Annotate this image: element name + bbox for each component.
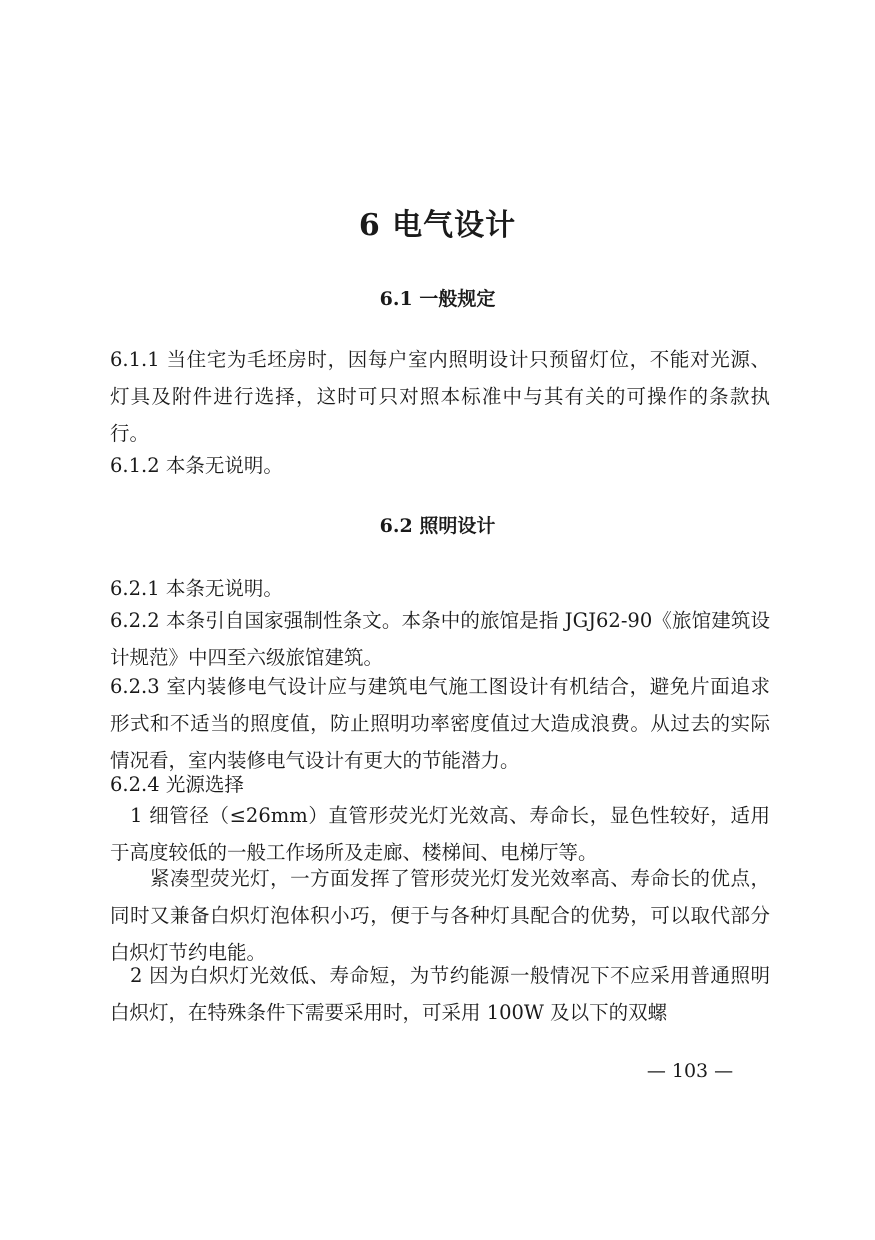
section-title-6-2: 6.2 照明设计 [379,515,496,537]
chapter-title: 6 电气设计 [358,208,517,243]
section-title-6-1: 6.1 一般规定 [379,288,496,310]
clause-6-2-2: 6.2.2 本条引自国家强制性条文。本条中的旅馆是指 JGJ62-90《旅馆建筑设计规范》中四至六级旅馆建筑。 [110,609,770,669]
clause-6-2-3: 6.2.3 室内装修电气设计应与建筑电气施工图设计有机结合，避免片面追求形式和不适当的照度值，防止照明功率密度值过大造成浪费。从过去的实际情况看，室内装修电气设计有更大的节能潜力。 [110,675,770,772]
page-number: — 103 — [646,1060,734,1082]
clause-6-2-4: 6.2.4 光源选择 [110,773,244,796]
item-compact-fluorescent: 紧凑型荧光灯，一方面发挥了管形荧光灯发光效率高、寿命长的优点，同时又兼备白炽灯泡体积小巧，便于与各种灯具配合的优势，可以取代部分白炽灯节约电能。 [110,867,770,964]
clause-6-1-2: 6.1.2 本条无说明。 [110,454,283,477]
item-2-incandescent: 2 因为白炽灯光效低、寿命短，为节约能源一般情况下不应采用普通照明白炽灯，在特殊条件下需要采用时，可采用 100W 及以下的双螺 [110,964,770,1024]
clause-6-1-1: 6.1.1 当住宅为毛坯房时，因每户室内照明设计只预留灯位，不能对光源、灯具及附件进行选择，这时可只对照本标准中与其有关的可操作的条款执行。 [110,348,770,445]
item-1-fluorescent-tube: 1 细管径（≤26mm）直管形荧光灯光效高、寿命长，显色性较好，适用于高度较低的一般工作场所及走廊、楼梯间、电梯厅等。 [110,804,770,864]
clause-6-2-1: 6.2.1 本条无说明。 [110,577,283,600]
